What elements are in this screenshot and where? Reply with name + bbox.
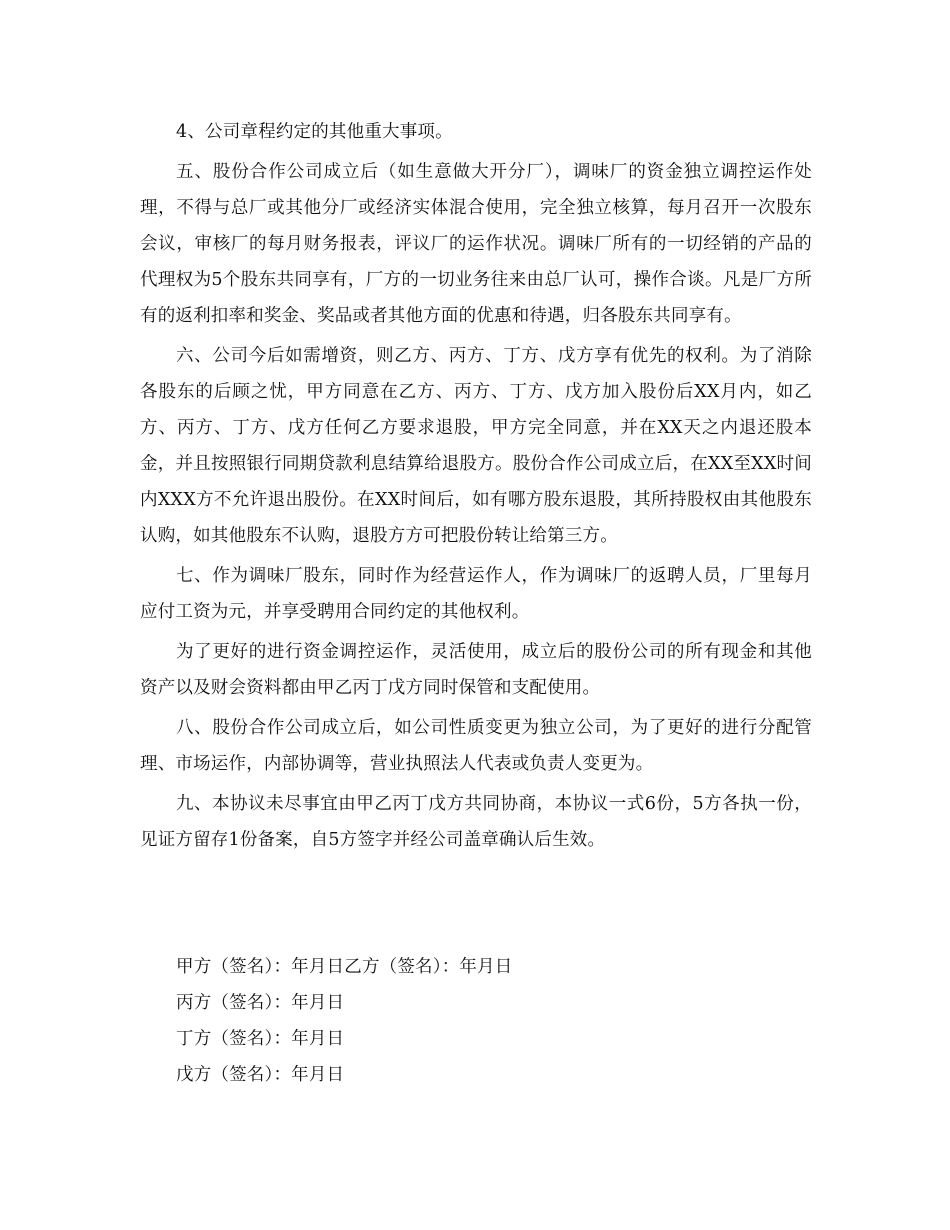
signature-block	[176, 949, 776, 1093]
clause-asset-custody: 为了更好的进行资金调控运作，灵活使用，成立后的股份公司的所有现金和其他资产以及财会资料都由甲乙丙丁戊方同时保管和支配使用。	[140, 642, 812, 698]
clause-7-operator-salary: 七、作为调味厂股东，同时作为经营运作人，作为调味厂的返聘人员，厂里每月应付工资为元，并享受聘用合同约定的其他权利。	[140, 566, 812, 622]
clause-6-capital-increase: 六、公司今后如需增资，则乙方、丙方、丁方、戊方享有优先的权利。为了消除各股东的后顾之忧，甲方同意在乙方、丙方、丁方、戊方加入股份后XX月内，如乙方、丙方、丁方、戊方任何乙方要求退股，甲方完全同意，并在XX天之内退还股本金，并且按照银行同期贷款利息结算给退股方。股份合作公司成立后，在XX至XX时间内XXX方不允许退出股份。在XX时间后，如有哪方股东退股，其所持股权由其他股东认购，如其他股东不认购，退股方方可把股份转让给第三方。	[140, 346, 812, 546]
clause-4-company-charter: 4、公司章程约定的其他重大事项。	[176, 122, 453, 142]
signature-line-party-d: 丁方（签名）：年月日	[176, 1029, 345, 1049]
clause-8-legal-representative: 八、股份合作公司成立后，如公司性质变更为独立公司，为了更好的进行分配管理、市场运作，内部协调等，营业执照法人代表或负责人变更为。	[140, 718, 812, 774]
signature-line-party-e: 戊方（签名）：年月日	[176, 1065, 345, 1085]
signature-line-party-a-b: 甲方（签名）：年月日乙方（签名）：年月日	[176, 957, 513, 977]
clause-9-effectiveness: 九、本协议未尽事宜由甲乙丙丁戊方共同协商，本协议一式6份，5方各执一份，见证方留存1份备案，自5方签字并经公司盖章确认后生效。	[140, 794, 812, 850]
agreement-body	[140, 114, 812, 862]
clause-5-independent-funds: 五、股份合作公司成立后（如生意做大开分厂），调味厂的资金独立调控运作处理，不得与总厂或其他分厂或经济实体混合使用，完全独立核算，每月召开一次股东会议，审核厂的每月财务报表，评议厂的运作状况。调味厂所有的一切经销的产品的代理权为5个股东共同享有，厂方的一切业务往来由总厂认可，操作合谈。凡是厂方所有的返利扣率和奖金、奖品或者其他方面的优惠和待遇，归各股东共同享有。	[140, 162, 812, 326]
signature-line-party-c: 丙方（签名）：年月日	[176, 993, 345, 1013]
